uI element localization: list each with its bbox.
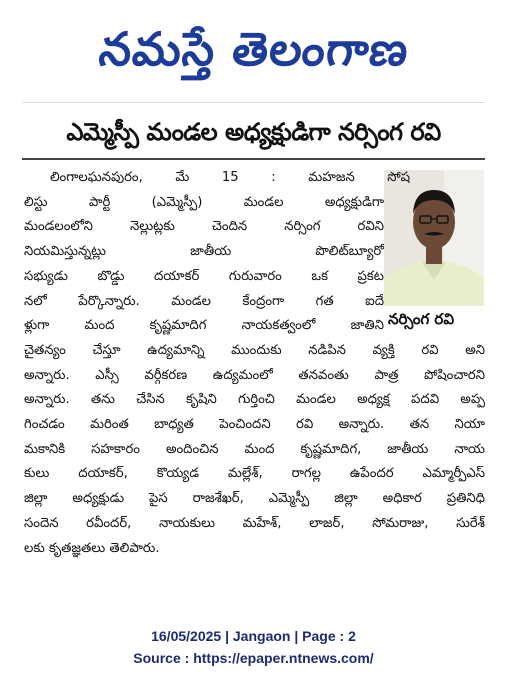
newspaper-clipping xyxy=(22,10,485,608)
article-line: నలో పేర్కొన్నారు. మండల కేంద్రంగా గత ఐదే xyxy=(24,293,384,309)
photo-caption: నర్సింగ రవి xyxy=(388,310,454,328)
masthead xyxy=(22,10,485,103)
article-headline: ఎమ్మెస్పీ మండల అధ్యక్షుడిగా నర్సింగ రవి xyxy=(66,118,441,146)
footer-date: 16/05/2025 xyxy=(151,628,222,644)
article-line: లింగాలఘనపురం, మే 15 : మహజన సోష xyxy=(50,170,410,185)
article-line: లకు కృతజ్ఞతలు తెలిపారు. xyxy=(24,540,160,556)
footer-page: Page : 2 xyxy=(302,628,356,644)
footer-publication-info xyxy=(0,628,507,644)
footer-separator: | xyxy=(221,628,233,644)
footer-source xyxy=(0,650,507,666)
article-line: జిల్లా అధ్యక్షుడు పైస రాజశేఖర్, ఎమ్మెస్పీ జిల్లా అధికార ప్రతినిధి xyxy=(24,491,485,507)
article-line: అన్నారు. తను చేసిన కృషిని గుర్తించి మండల అధ్యక్ష పదవి అప్ప xyxy=(24,392,485,408)
article-line: మకానికి సహకారం అందించిన మంద కృష్ణమాదిగ, జాతీయ నాయ xyxy=(24,441,485,457)
article-line: లిస్టు పార్టీ (ఎమ్మెస్పీ) మండల అధ్యక్షుడిగా xyxy=(24,194,384,210)
footer-separator: | xyxy=(290,628,303,644)
footer-edition: Jangaon xyxy=(232,628,291,644)
article-line: నియమిస్తున్నట్లు జాతీయ పొలిట్‌బ్యూరో xyxy=(24,244,384,260)
article-body xyxy=(24,166,485,561)
headline-rule xyxy=(22,158,485,160)
article-line: మండలంలోని నెల్లుట్లకు చెందిన నర్సింగ రవిని xyxy=(24,219,384,235)
source-link[interactable]: https://epaper.ntnews.com/ xyxy=(193,650,374,666)
article-line: సందెన రవీందర్, నాయకులు మహేశ్, లాజర్, సోమరాజు, సురేశ్ xyxy=(24,515,485,531)
article-line: కులు దయాకర్, కొయ్యడ మల్లేశ్, రాగల్ల ఉపేందర ఎమ్మార్పీఎస్ xyxy=(24,466,485,482)
article-line: గించడం మరింత బాధ్యత పెంచిందని రవి అన్నారు. తన నియా xyxy=(24,417,485,433)
article-line: అన్నారు. ఎస్సీ వర్గీకరణ ఉద్యమంలో తనవంతు పాత్ర పోషించారని xyxy=(24,367,485,383)
article-line: చైతన్యం చేస్తూ ఉద్యమాన్ని ముందుకు నడిపిన వ్యక్తి రవి అని xyxy=(24,342,485,358)
masthead-title: నమస్తే తెలంగాణ xyxy=(96,22,412,76)
footer-source-label: Source : xyxy=(133,650,194,666)
article-line: సభ్యుడు బొడ్డు దయాకర్ గురువారం ఒక ప్రకట xyxy=(24,268,384,284)
article-line: ళ్లుగా మంద కృష్ణమాదిగ నాయకత్వంలో జాతిని xyxy=(24,318,384,334)
